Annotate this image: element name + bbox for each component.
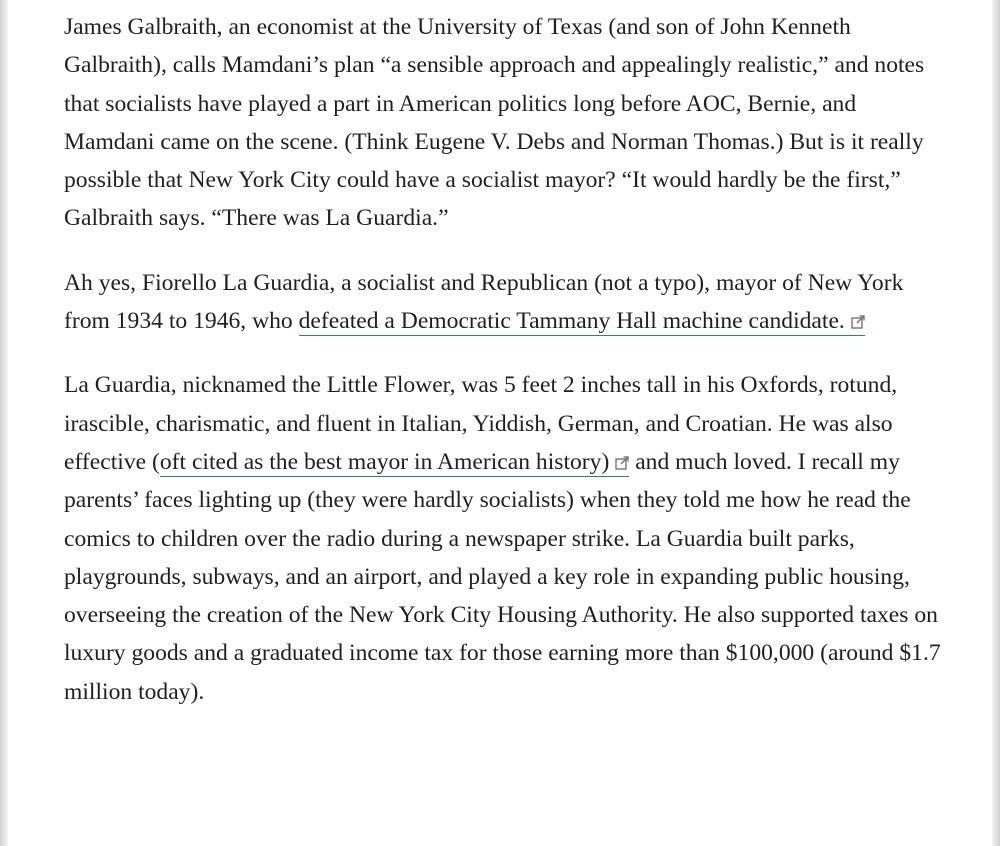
paragraph-text: James Galbraith, an economist at the University of Texas (and son of John Kenneth Galbraith), calls Mamdani’s plan “a sensible approach and appealingly realistic,” and notes that socialists have played a part in American politics long before AOC, Bernie, and Mamdani came on the scene. (Think Eugene V. Debs and Norman Thomas.) But is it really possible that New York City could have a socialist mayor? “It would hardly be the first,” Galbraith says. “There was La Guardia.”	[64, 14, 925, 232]
paragraph-la-guardia	[64, 366, 949, 711]
article-body	[64, 8, 949, 711]
page-edge-left	[0, 0, 8, 846]
paragraph-galbraith	[64, 8, 949, 238]
paragraph-text: and much loved. I recall my parents’ faces lighting up (they were hardly socialists) when they told me how he read the comics to children over the radio during a newspaper strike. La Guardia built parks, playgrounds, subways, and an airport, and played a key role in expanding public housing, overseeing the creation of the New York City Housing Authority. He also supported taxes on luxury goods and a graduated income tax for those earning more than $100,000 (around $1.7 million today).	[64, 448, 941, 705]
paragraph-text: La Guardia, nicknamed the Little Flower, was 5 feet 2 inches tall in his Oxfords, rotund, irascible, charismatic, and fluent in Italian, Yiddish, German, and Croatian. He was also effective (	[64, 372, 898, 475]
paragraph-text: Ah yes, Fiorello La Guardia, a socialist and Republican (not a typo), mayor of New York from 1934 to 1946, who	[64, 269, 904, 335]
tammany-hall-link[interactable]	[299, 308, 865, 336]
external-link-icon	[851, 315, 865, 329]
paragraph-fiorello	[64, 264, 949, 341]
external-link-icon	[615, 456, 629, 470]
link-text: oft cited as the best mayor in American history)	[159, 448, 610, 475]
link-text: defeated a Democratic Tammany Hall machine candidate.	[298, 308, 845, 335]
page-edge-right	[992, 0, 1000, 846]
best-mayor-link[interactable]	[160, 449, 629, 477]
